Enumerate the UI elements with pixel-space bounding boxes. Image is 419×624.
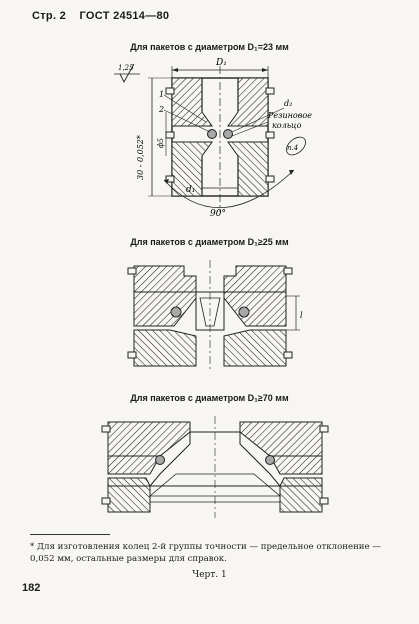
- fig1-caption: Для пакетов с диаметром D₁=23 мм: [130, 42, 289, 52]
- fig2-drawing: [0, 256, 419, 376]
- dim-d1: d₁: [186, 185, 196, 195]
- ref-mark: п.4: [287, 144, 299, 152]
- fig1-drawing: [0, 52, 419, 222]
- dim-d2: d₂: [284, 99, 293, 108]
- page-number: 182: [22, 582, 41, 594]
- fig3-drawing: [0, 412, 419, 522]
- dim-phi5: ф5: [157, 138, 165, 148]
- dim-D1: D₁: [216, 58, 227, 68]
- page-header: [32, 10, 169, 22]
- roughness-value: 1,25: [118, 64, 134, 72]
- page-label: Стр. 2: [32, 10, 67, 22]
- label-1: 1: [159, 90, 165, 99]
- footnote-text: * Для изготовления колец 2-й группы точности — предельное отклонение — 0,052 мм, остальные размеры для справок.: [30, 542, 381, 564]
- footnote-rule: [30, 534, 110, 535]
- figure-label: Черт. 1: [192, 570, 227, 580]
- standard-number: ГОСТ 24514—80: [79, 10, 170, 22]
- label-2: 2: [159, 105, 165, 114]
- fig3-caption: Для пакетов с диаметром D₁≥70 мм: [130, 393, 289, 403]
- dim-height: 30 - 0,052*: [136, 135, 145, 180]
- rubber-ring-label-2: кольцо: [272, 121, 302, 130]
- dim-l: l: [300, 311, 303, 320]
- angle-label: 90°: [210, 209, 226, 219]
- rubber-ring-label-1: Резиновое: [268, 111, 312, 120]
- fig2-caption: Для пакетов с диаметром D₁≥25 мм: [130, 237, 289, 247]
